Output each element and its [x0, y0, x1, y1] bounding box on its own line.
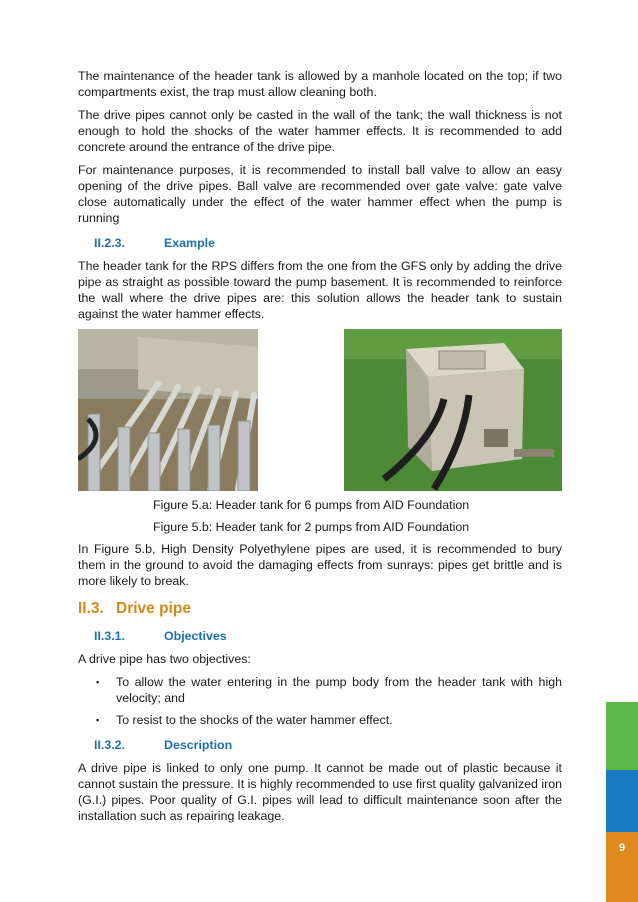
figure-5a-photo: [78, 329, 258, 491]
heading-number: II.3.1.: [94, 629, 125, 643]
color-sidebar: [606, 702, 638, 902]
figure-5b-photo: [344, 329, 562, 491]
paragraph: A drive pipe has two objectives:: [78, 652, 251, 666]
heading-title: Example: [164, 236, 215, 250]
heading-example: [94, 235, 562, 251]
sidebar-blue-block: [606, 770, 638, 832]
figure-caption-a: Figure 5.a: Header tank for 6 pumps from AID Foundation: [153, 498, 470, 512]
heading-drive-pipe: [78, 599, 562, 619]
list-item-text: To allow the water entering in the pump body from the header tank with high velocity; and: [116, 675, 562, 705]
list-item: [78, 674, 562, 706]
bullet-icon: ▪: [96, 677, 100, 687]
paragraph: In Figure 5.b, High Density Polyethylene pipes are used, it is recommended to bury them in the ground to avoid the damaging effects from sunrays: pipes get brittle and is more likely to break.: [78, 542, 562, 588]
heading-objectives: [94, 628, 562, 644]
paragraph: For maintenance purposes, it is recommended to install ball valve to allow an easy opening of the drive pipes. Ball valve are recommended over gate valve: gate valve close automatically under the effect of the water hammer effect when the pump is running: [78, 163, 562, 225]
sidebar-green-block: [606, 702, 638, 770]
heading-number: II.2.3.: [94, 236, 125, 250]
heading-number: II.3.2.: [94, 738, 125, 752]
page-number: 9: [618, 842, 626, 854]
heading-title: Description: [164, 738, 233, 752]
figure-row: [78, 329, 562, 491]
paragraph: The header tank for the RPS differs from the one from the GFS only by adding the drive pipe as straight as possible toward the pump basement. It is recommended to reinforce the wall where the drive pipes are: this solution allows the header tank to sustain against the water hammer effects.: [78, 259, 562, 321]
objectives-list: [78, 674, 562, 728]
heading-description: [94, 737, 562, 753]
paragraph: A drive pipe is linked to only one pump. It cannot be made out of plastic because it cannot sustain the pressure. It is highly recommended to use first quality galvanized iron (G.I.) pipes. Poor quality of G.I. pipes will lead to difficult maintenance soon after the installation such as repairing leakage.: [78, 761, 562, 823]
heading-number: II.3.: [78, 600, 104, 617]
list-item: [78, 712, 562, 728]
paragraph: The maintenance of the header tank is allowed by a manhole located on the top; if two compartments exist, the trap must allow cleaning both.: [78, 69, 562, 99]
bullet-icon: ▪: [96, 715, 100, 725]
heading-title: Drive pipe: [116, 600, 191, 617]
list-item-text: To resist to the shocks of the water hammer effect.: [116, 713, 393, 727]
paragraph: The drive pipes cannot only be casted in the wall of the tank; the wall thickness is not enough to hold the shocks of the water hammer effects. It is recommended to add concrete around the entrance of the drive pipe.: [78, 108, 562, 154]
heading-title: Objectives: [164, 629, 227, 643]
figure-caption-b: Figure 5.b: Header tank for 2 pumps from AID Foundation: [153, 520, 470, 534]
page-content: [78, 68, 562, 831]
